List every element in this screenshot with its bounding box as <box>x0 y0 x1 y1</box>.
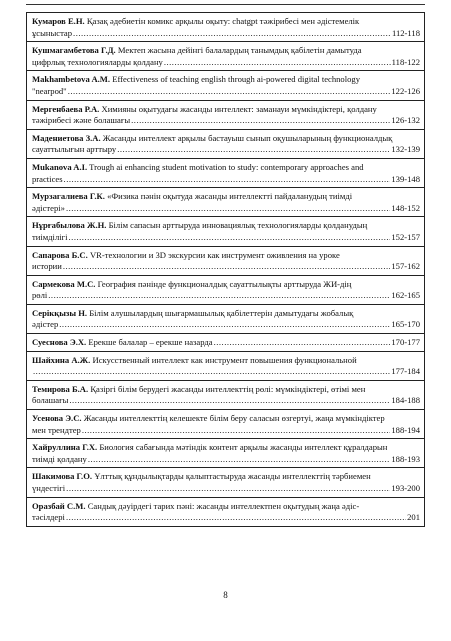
toc-entry <box>27 305 424 334</box>
toc-entry-line <box>32 319 420 331</box>
toc-entry-line <box>32 57 420 69</box>
toc-title-continuation: болашағы <box>32 395 69 406</box>
toc-page-range: 152-157 <box>391 231 420 242</box>
toc-author: Оразбай С.М. <box>32 500 86 511</box>
toc-entry-first-line <box>32 74 420 86</box>
toc-page-range: 118-122 <box>391 56 420 67</box>
toc-page-range: 112-118 <box>391 27 420 38</box>
toc-entry <box>27 130 424 159</box>
toc-entry-line <box>32 86 420 98</box>
toc-entry-line <box>32 203 420 215</box>
toc-title: Trough ai enhancing student motivation to study: contemporary approaches and <box>89 161 364 172</box>
toc-entry <box>27 276 424 305</box>
toc-title: VR-технологии и 3D экскурсии как инструмент оживления на уроке <box>89 249 340 260</box>
toc-entry-line <box>32 28 420 40</box>
toc-page-range: 170-177 <box>391 337 420 348</box>
toc-page-range: 126-132 <box>391 115 420 126</box>
toc-entry-line <box>32 425 420 437</box>
page-top-rule <box>26 4 425 5</box>
toc-page-range: 177-184 <box>391 366 420 377</box>
toc-author: Нұрғабылова Ж.Н. <box>32 220 107 231</box>
toc-title: Сандық дәуірдегі тарих пәні: жасанды интеллектпен оқытудың жаңа әдіс- <box>87 500 360 511</box>
toc-title-continuation: рөлі <box>32 290 48 301</box>
toc-leader-dots <box>63 261 390 273</box>
toc-entry <box>27 13 424 42</box>
toc-page-range: 184-188 <box>391 395 420 406</box>
toc-entry <box>27 439 424 468</box>
toc-entry <box>27 498 424 526</box>
toc-page-range: 139-148 <box>391 173 420 184</box>
toc-title: Effectiveness of teaching english through ai-powered digital technology <box>112 74 361 85</box>
toc-entry-first-line <box>32 355 420 367</box>
toc-entry-line <box>32 174 420 186</box>
toc-leader-dots <box>131 115 390 127</box>
toc-entry <box>27 334 424 352</box>
toc-title: Искусственный интеллект как инструмент повышения функциональной <box>92 354 357 365</box>
toc-entry-first-line <box>32 191 420 203</box>
toc-page-range: 201 <box>407 512 420 523</box>
toc-author: Сармекова М.С. <box>32 278 96 289</box>
toc-leader-dots <box>69 232 391 244</box>
toc-entry <box>27 101 424 130</box>
toc-author: Темирова Б.А. <box>32 383 89 394</box>
toc-title-continuation: әдістер <box>32 319 59 330</box>
toc-entry-first-line <box>32 384 420 396</box>
toc-entry <box>27 42 424 71</box>
toc-title-continuation: ұсыныстар <box>32 27 73 38</box>
toc-leader-dots <box>59 319 390 331</box>
toc-page-range: 162-165 <box>391 290 420 301</box>
toc-author: Кушмагамбетова Г.Д. <box>32 45 116 56</box>
toc-title-continuation: тиімді қолдану <box>32 453 87 464</box>
toc-entry-first-line <box>32 442 420 454</box>
toc-leader-dots <box>66 483 390 495</box>
toc-title: Химияны оқытудағы жасанды интеллект: заманауи мүмкіндіктері, қолдану <box>101 103 377 114</box>
toc-author: Усенова Э.С. <box>32 413 82 424</box>
toc-entry-line <box>32 290 420 302</box>
toc-title: География пәнінде функционалдық сауаттылықты арттыруда ЖИ-дің <box>97 278 352 289</box>
toc-entry-line <box>32 483 420 495</box>
toc-leader-dots <box>164 57 391 69</box>
toc-title-continuation: practices <box>32 173 63 184</box>
toc-title: Ұлттық құндылықтарды қалыптастыруда жасанды интеллекттің тәрбиемен <box>94 471 371 482</box>
toc-page-range: 193-200 <box>391 483 420 493</box>
toc-entry <box>27 352 424 381</box>
toc-leader-dots <box>48 290 390 302</box>
toc-title-continuation: тәсілдері <box>32 512 65 523</box>
toc-title: Қазіргі білім берудегі жасанды интеллекттің рөлі: мүмкіндіктері, өтімі мен <box>90 383 366 394</box>
toc-entry-first-line <box>32 133 420 145</box>
toc-entry-first-line <box>32 16 420 28</box>
toc-page-range: 165-170 <box>391 319 420 330</box>
toc-entry-first-line <box>32 162 420 174</box>
toc-author: Серікқызы Н. <box>32 307 88 318</box>
toc-author: Мергенбаева Р.А. <box>32 103 100 114</box>
toc-title-continuation: тәжірибесі және болашағы <box>32 115 131 126</box>
toc-title-continuation: мен трендтер <box>32 424 81 435</box>
toc-entry <box>27 468 424 497</box>
toc-entry <box>27 381 424 410</box>
toc-page-range: 122-126 <box>391 85 420 96</box>
toc-leader-dots <box>88 454 391 466</box>
toc-author: Шакимова Г.О. <box>32 471 93 482</box>
toc-leader-dots <box>117 144 390 156</box>
toc-entry <box>27 410 424 439</box>
toc-title: Жасанды интеллекттің келешекте білім беру саласын өзгертуі, жаңа мүмкіндіктер <box>83 413 385 424</box>
toc-leader-dots <box>69 395 390 407</box>
toc-entry-first-line <box>32 250 420 262</box>
toc-author: Кумаров Е.Н. <box>32 16 85 26</box>
toc-author: Мурзагалиева Г.К. <box>32 191 105 202</box>
toc-entry-first-line <box>32 220 420 232</box>
toc-leader-dots <box>66 203 390 215</box>
toc-leader-dots <box>68 86 391 98</box>
toc-entry-line <box>32 144 420 156</box>
toc-author: Шайхина А.Ж. <box>32 354 91 365</box>
toc-title: Ерекше балалар – ерекше назарда <box>88 337 213 348</box>
toc-entry <box>27 247 424 276</box>
toc-entry-first-line <box>32 471 420 483</box>
toc-title: «Физика пәнін оқытуда жасанды интеллектті пайдаланудың тиімді <box>107 191 353 202</box>
toc-entry <box>27 159 424 188</box>
toc-entry-line <box>32 454 420 466</box>
toc-leader-dots <box>214 337 391 349</box>
toc-entry-first-line <box>32 45 420 57</box>
toc-entry-first-line <box>32 104 420 116</box>
toc-author: Makhambetova A.M. <box>32 74 111 85</box>
toc-entry-line <box>32 366 420 378</box>
toc-entry-first-line <box>32 501 420 513</box>
toc-entry-line <box>32 232 420 244</box>
toc-page-range: 148-152 <box>391 202 420 213</box>
toc-title: Жасанды интеллект арқылы бастауыш сынып оқушыларының функционалдық <box>102 132 393 143</box>
toc-entry-line <box>32 512 420 524</box>
toc-leader-dots <box>66 512 406 524</box>
toc-page-range: 188-194 <box>391 424 420 435</box>
toc-entry-first-line <box>32 413 420 425</box>
toc-title: Биология сабағында мәтіндік контент арқылы жасанды интеллект құралдарын <box>99 442 388 453</box>
toc-entry-line <box>32 395 420 407</box>
toc-entry-line <box>32 337 420 349</box>
toc-author: Хайруллина Г.Х. <box>32 442 98 453</box>
toc-entry <box>27 217 424 246</box>
toc-title: Білім алушылардың шығармашылық қабілеттерін дамытудағы жобалық <box>89 307 354 318</box>
toc-author: Mukanova A.I. <box>32 161 88 172</box>
toc-title-continuation: тиімділігі <box>32 231 68 242</box>
toc-title-continuation: "nearpod" <box>32 85 67 96</box>
toc-title-continuation: цифрлық технологияларды қолдану <box>32 56 163 67</box>
toc-leader-dots <box>73 28 391 40</box>
toc-page-range: 132-139 <box>391 144 420 155</box>
toc-entry-first-line <box>32 308 420 320</box>
toc-author: Суеснова Э.Х. <box>32 337 87 348</box>
toc-entry-line <box>32 261 420 273</box>
toc-leader-dots <box>33 366 390 378</box>
toc-entry <box>27 71 424 100</box>
toc-title-continuation: истории <box>32 261 62 272</box>
toc-title: Мектеп жасына дейінгі балалардың танымдық қабілетін дамытуда <box>117 45 362 56</box>
toc-author: Мадениетова З.А. <box>32 132 101 143</box>
toc-entry <box>27 188 424 217</box>
toc-author: Сапарова Б.С. <box>32 249 88 260</box>
toc-leader-dots <box>82 425 391 437</box>
toc-page-range: 188-193 <box>391 453 420 464</box>
toc-entry-line <box>32 115 420 127</box>
toc-title-continuation: әдістері» <box>32 202 65 213</box>
toc-entry-first-line <box>32 279 420 291</box>
toc-page-range: 157-162 <box>391 261 420 272</box>
toc-title-continuation: сауаттылығын арттыру <box>32 144 117 155</box>
table-of-contents <box>26 12 425 527</box>
toc-title: Білім сапасын арттыруда инновациялық технологияларды қолданудың <box>108 220 368 231</box>
page-number: 8 <box>223 590 228 600</box>
toc-title-continuation: үндестігі <box>32 483 66 493</box>
toc-title: Қазақ әдебиетін комикс арқылы оқыту: chatgpt тәжірибесі мен әдістемелік <box>86 16 360 26</box>
toc-leader-dots <box>64 174 391 186</box>
